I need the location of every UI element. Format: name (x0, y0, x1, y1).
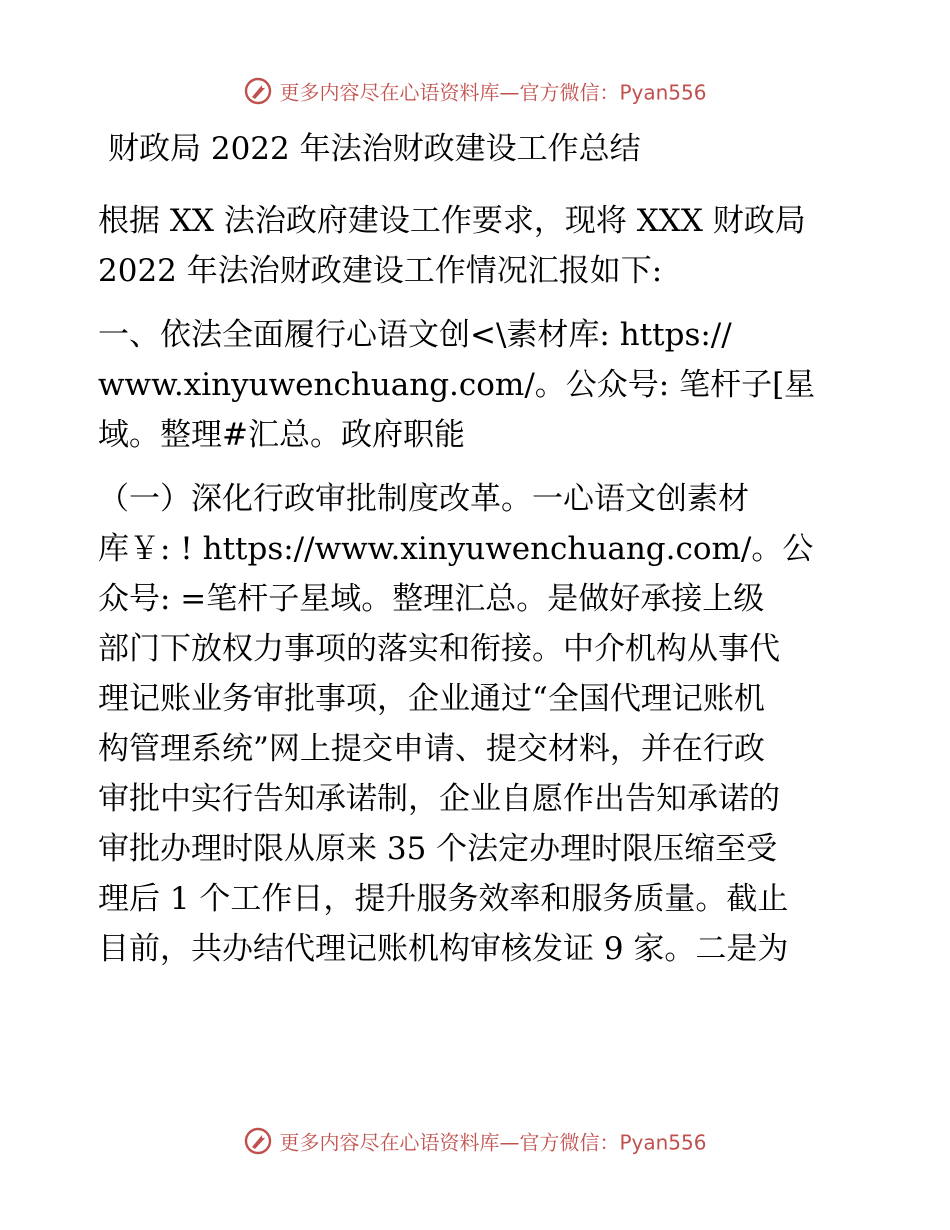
text-line: （一）深化行政审批制度改革。一心语文创素材 (98, 481, 749, 517)
text-line: 审批中实行告知承诺制，企业自愿作出告知承诺的 (98, 781, 780, 817)
text-line: 众号: =笔杆子星域。整理汇总。是做好承接上级 (98, 581, 765, 617)
text-line: 理后 1 个工作日，提升服务效率和服务质量。截止 (98, 881, 789, 917)
text-line: 根据 XX 法治政府建设工作要求，现将 XXX 财政局 (98, 203, 806, 239)
document-body (98, 196, 852, 988)
watermark-text: 更多内容尽在心语资料库—官方微信：Pyan556 (279, 1130, 707, 1155)
text-line: 目前，共办结代理记账机构审核发证 9 家。二是为 (98, 931, 789, 967)
text-line: 域。整理#汇总。政府职能 (98, 417, 465, 453)
text-line: 2022 年法治财政建设工作情况汇报如下: (98, 253, 663, 289)
watermark-header (0, 76, 950, 106)
text-line: 审批办理时限从原来 35 个法定办理时限压缩至受 (98, 831, 778, 867)
watermark-footer (0, 1126, 950, 1156)
text-line: 部门下放权力事项的落实和衔接。中介机构从事代 (98, 631, 780, 667)
watermark-text: 更多内容尽在心语资料库—官方微信：Pyan556 (279, 80, 707, 105)
paragraph-section-one (98, 310, 852, 460)
pen-nib-logo-icon (243, 76, 273, 106)
text-line: 一、依法全面履行心语文创<\素材库: https:// (98, 317, 732, 353)
document-title: 财政局 2022 年法治财政建设工作总结 (108, 131, 641, 167)
paragraph-intro (98, 196, 852, 296)
pen-nib-logo-icon (243, 1126, 273, 1156)
text-line: www.xinyuwenchuang.com/。公众号: 笔杆子[星 (98, 367, 816, 403)
paragraph-subsection-one (98, 474, 852, 974)
text-line: 构管理系统”网上提交申请、提交材料，并在行政 (98, 731, 765, 767)
text-line: 库￥: ! https://www.xinyuwenchuang.com/。公 (98, 531, 814, 567)
text-line: 理记账业务审批事项，企业通过“全国代理记账机 (98, 681, 765, 717)
